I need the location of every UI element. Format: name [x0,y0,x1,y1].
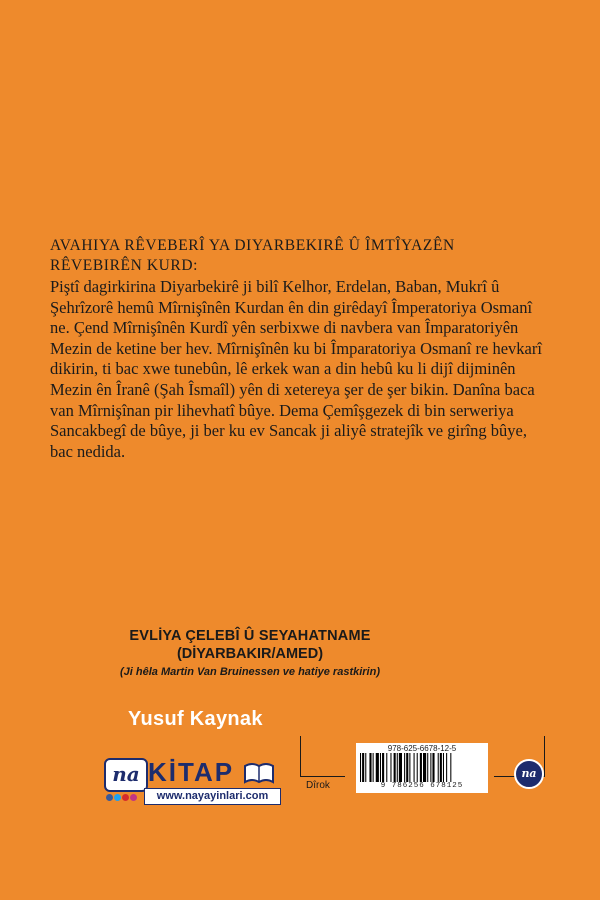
book-editor-note: (Ji hêla Martin Van Bruinessen ve hatiye rastkirin) [119,666,380,678]
barcode-bar [369,753,371,782]
crop-mark-left [300,736,345,777]
barcode-bar [382,753,384,782]
barcode-bar [409,753,410,782]
publisher-logo [104,758,294,808]
barcode-bar [376,753,379,782]
isbn-digits: 9 786256 678125 [380,782,464,790]
barcode-bar [432,753,434,782]
barcode-bar [423,753,426,782]
barcode-bar [399,753,402,782]
barcode-bar [427,753,428,782]
barcode-bar [450,753,451,782]
barcode-bar [443,753,444,782]
barcode-bar [420,753,422,782]
barcode-bar [430,753,431,782]
barcode-bar [440,753,442,782]
blurb-heading: AVAHIYA RÊVEBERÎ YA DIYARBEKIRÊ Û ÎMTÎYAZÊN RÊVEBIRÊN KURD: [50,237,455,274]
barcode-bar [373,753,374,782]
publisher-wordmark: KİTAP [148,757,235,787]
isbn-barcode [356,743,488,793]
book-title: EVLİYA ÇELEBÎ Û SEYAHATNAME [129,628,371,644]
book-subtitle: (DİYARBAKIR/AMED) [176,646,324,662]
publisher-badge: na [104,758,148,792]
barcode-bar [406,753,408,782]
facebook-icon [106,794,113,801]
barcode-bar [380,753,381,782]
instagram-icon [130,794,137,801]
blurb-body: Piştî dagirkirina Diyarbekirê ji bilî Kelhor, Erdelan, Baban, Mukrî û Şehrîzorê hemû Mîrnişînên Kurdan ên din girêdayî Împeratoriya Osmanî ne. Çend Mîrnişînên Kurdî yên serbixwe di navbera van Împaratoriyên Mezin de ketine ber hev. Mîrnişînên ku bi Împaratoriya Osmanî re hevkarî dikirin, ti bac xwe tunebûn, lê erkek wan a din hebû ku li dijî dijminên Mezin ên Îranê (Şah Îsmaîl) yên di xetereya şer de şer bikin. Danîna baca van Mîrnişînan pir lihevhatî bûye. Dema Çemîşgezek di bin serweriya Sancakbegî de bûye, ji ber ku ev Sancak ji aliyê stratejîk ve girîng bûye, bac nedida. [50,277,542,461]
barcode-bars [358,753,486,782]
isbn-number: 978-625-6678-12-5 [387,744,457,753]
barcode-bar [386,753,387,782]
youtube-icon [122,794,129,801]
barcode-bar [397,753,398,782]
publisher-seal: na [514,759,544,789]
barcode-bar [362,753,364,782]
barcode-bar [446,753,447,782]
book-title-block [60,628,440,678]
barcode-bar [390,753,391,782]
barcode-bar [394,753,396,782]
barcode-bar [438,753,439,782]
author-name: Yusuf Kaynak [128,708,263,730]
publisher-url: www.nayayinlari.com [144,788,281,805]
barcode-bar [417,753,418,782]
open-book-icon [244,760,274,784]
barcode-bar [414,753,415,782]
barcode-bar [360,753,361,782]
barcode-bar [404,753,405,782]
barcode-bar [365,753,366,782]
genre-label: Dîrok [306,780,330,791]
social-icons [106,794,138,803]
twitter-icon [114,794,121,801]
